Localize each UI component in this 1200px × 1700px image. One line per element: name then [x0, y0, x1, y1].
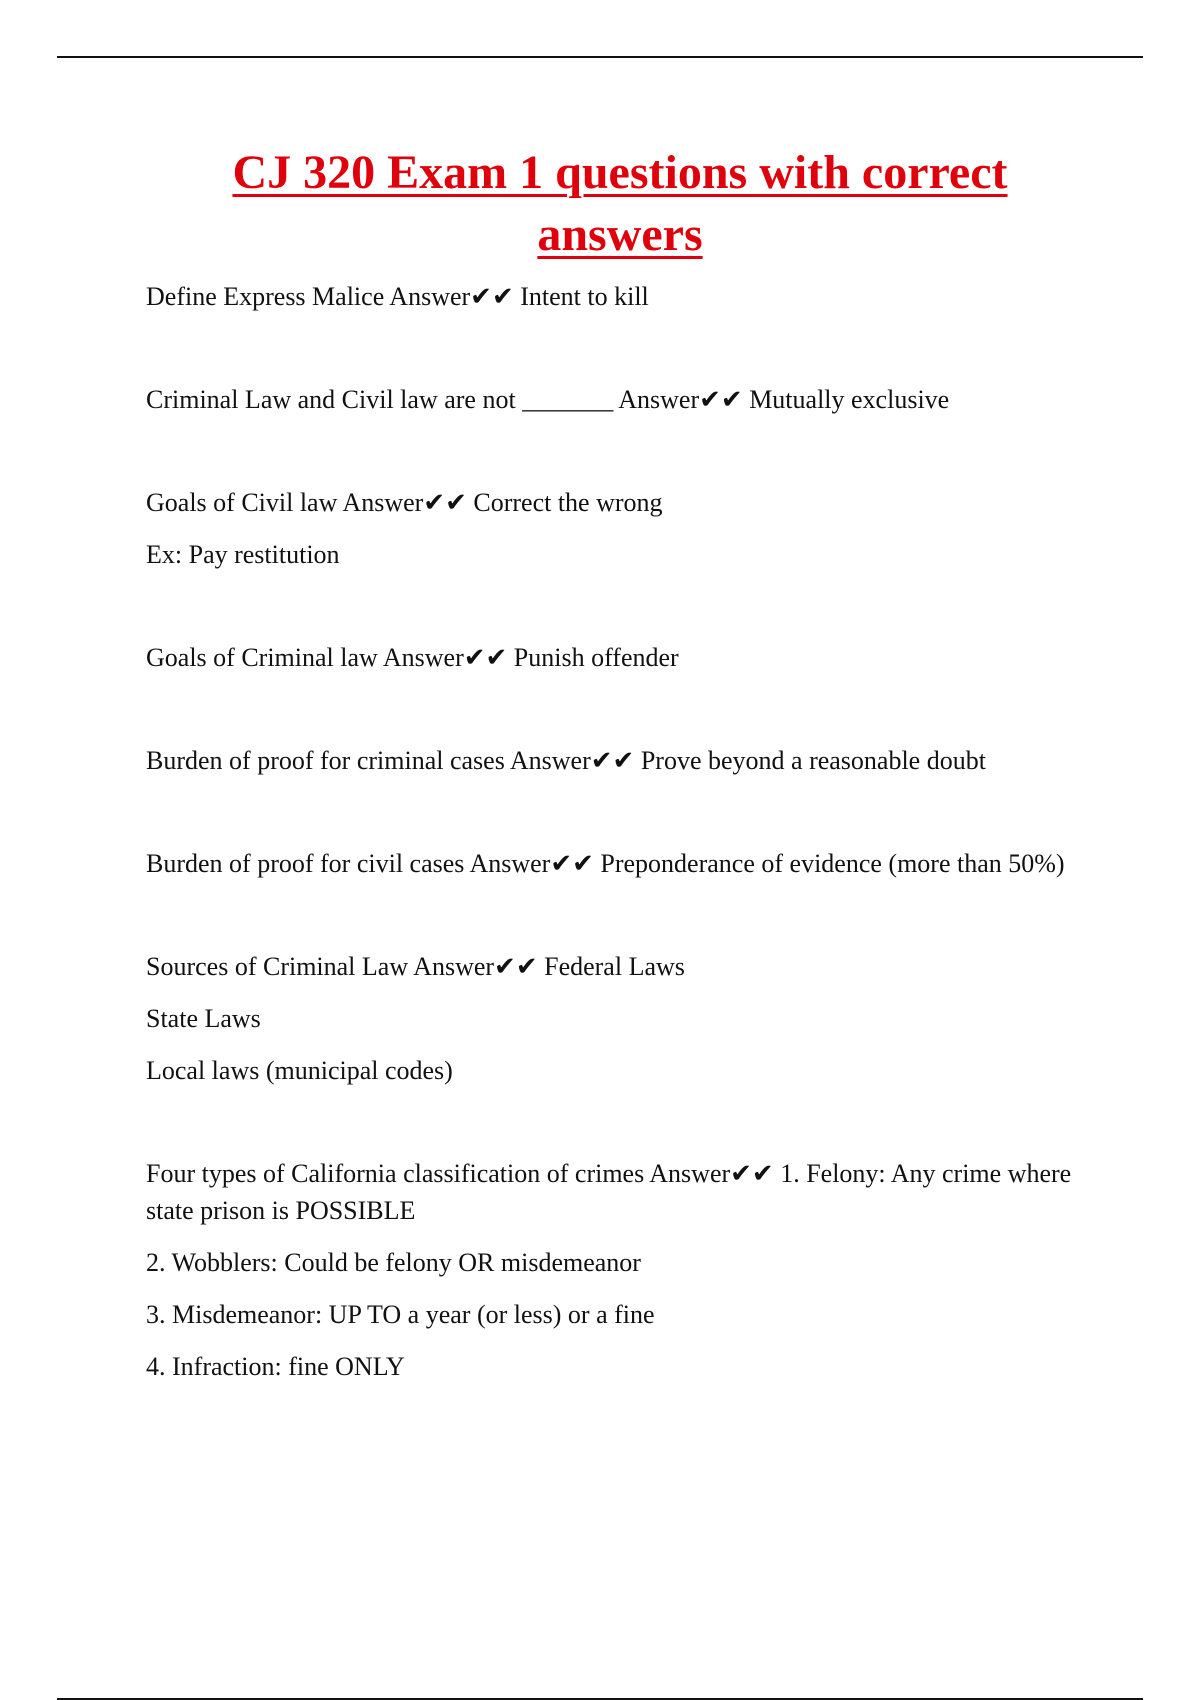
qa-line: Goals of Criminal law Answer✔✔ Punish offender — [146, 643, 679, 672]
qa-line: 2. Wobblers: Could be felony OR misdemeanor — [146, 1248, 641, 1277]
qa-item — [146, 278, 1086, 315]
qa-item — [146, 948, 1086, 1089]
qa-line: Sources of Criminal Law Answer✔✔ Federal Laws — [146, 952, 685, 981]
qa-item — [146, 742, 1086, 779]
qa-item — [146, 1155, 1086, 1385]
qa-line: 4. Infraction: fine ONLY — [146, 1352, 405, 1381]
header-rule — [57, 56, 1143, 58]
qa-line: Local laws (municipal codes) — [146, 1056, 453, 1085]
qa-item — [146, 381, 1086, 418]
qa-line: Criminal Law and Civil law are not _______ Answer✔✔ Mutually exclusive — [146, 385, 950, 414]
qa-item — [146, 484, 1086, 573]
qa-item — [146, 845, 1086, 882]
title-line-2: answers — [537, 208, 703, 261]
qa-line: Burden of proof for civil cases Answer✔✔ Preponderance of evidence (more than 50%) — [146, 849, 1065, 878]
qa-line: Goals of Civil law Answer✔✔ Correct the wrong — [146, 488, 663, 517]
qa-line: Ex: Pay restitution — [146, 540, 340, 569]
qa-line: Burden of proof for criminal cases Answer✔✔ Prove beyond a reasonable doubt — [146, 746, 986, 775]
qa-list — [146, 278, 1086, 1385]
qa-line: Four types of California classification of crimes Answer✔✔ 1. Felony: Any crime where state prison is POSSIBLE — [146, 1159, 1072, 1225]
qa-line: 3. Misdemeanor: UP TO a year (or less) or a fine — [146, 1300, 655, 1329]
qa-item — [146, 639, 1086, 676]
qa-line: State Laws — [146, 1004, 261, 1033]
title-line-1: CJ 320 Exam 1 questions with correct — [232, 146, 1008, 199]
document-title — [140, 142, 1100, 266]
qa-line: Define Express Malice Answer✔✔ Intent to kill — [146, 282, 649, 311]
